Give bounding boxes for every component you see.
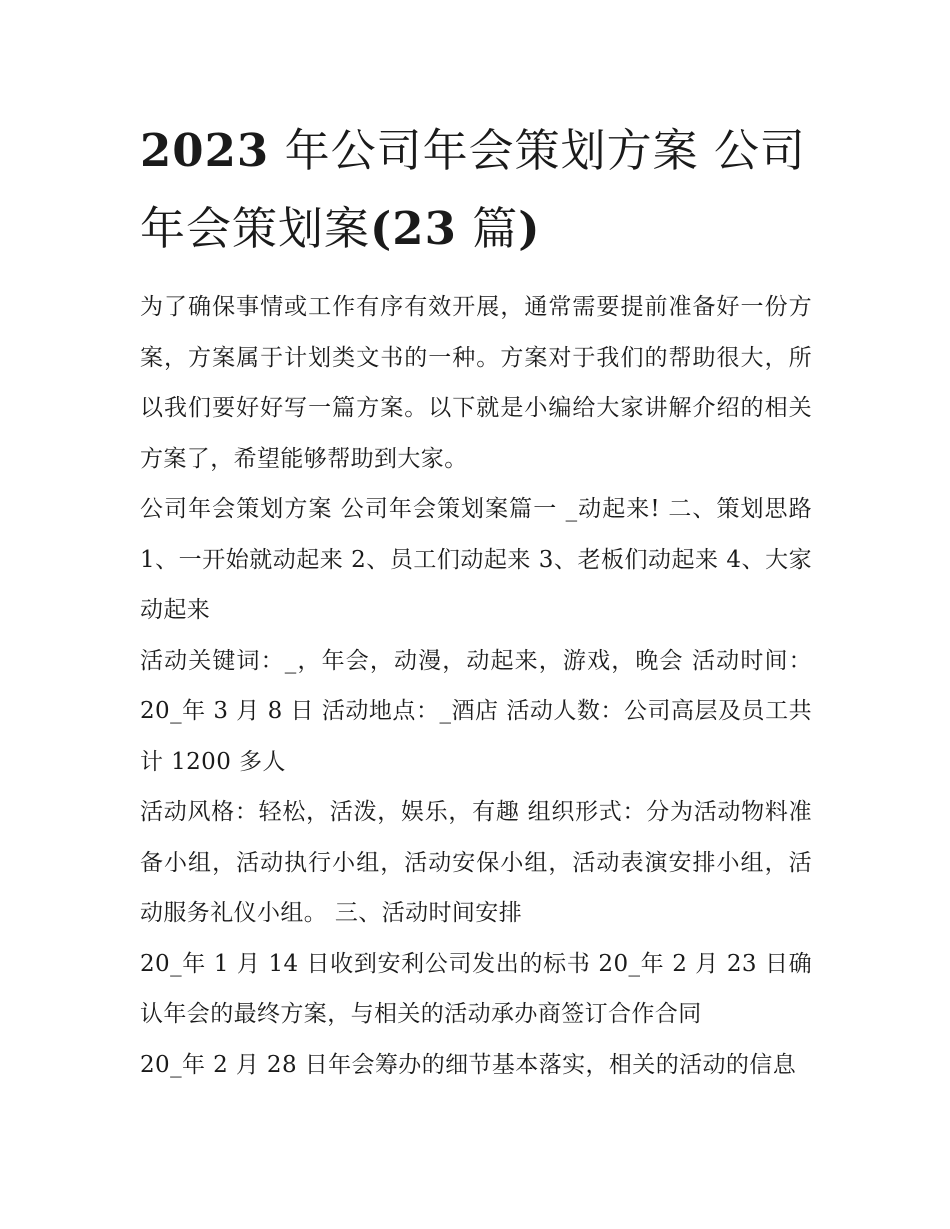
paragraph-schedule-1: 20_年 1 月 14 日收到安利公司发出的标书 20_年 2 月 23 日确认年会的最终方案，与相关的活动承办商签订合作合同 [140,950,812,1027]
document-page [140,112,812,1090]
paragraph-event-style: 活动风格：轻松，活泼，娱乐，有趣 组织形式：分为活动物料准备小组，活动执行小组，活动安保小组，活动表演安排小组，活动服务礼仪小组。 三、活动时间安排 [140,799,812,926]
title-main: 年公司年会策划方案 公司年会策划案 [140,124,806,255]
title-close: ) [518,202,541,255]
title-unit: 篇 [472,202,519,255]
title-year: 2023 [140,124,270,177]
paragraph-event-info: 活动关键词：_，年会，动漫，动起来，游戏，晚会 活动时间：20_年 3 月 8 日 活动地点：_酒店 活动人数：公司高层及员工共计 1200 多人 [140,647,812,775]
title-count: (23 [370,202,457,255]
paragraph-schedule-2: 20_年 2 月 28 日年会筹办的细节基本落实，相关的活动的信息 [140,1051,797,1078]
document-title [140,112,812,268]
paragraph-planning-ideas: 公司年会策划方案 公司年会策划案篇一 _动起来! 二、策划思路 1、一开始就动起来 2、员工们动起来 3、老板们动起来 4、大家动起来 [140,496,812,623]
document-body [140,282,812,1090]
paragraph-intro: 为了确保事情或工作有序有效开展，通常需要提前准备好一份方案，方案属于计划类文书的一种。方案对于我们的帮助很大，所以我们要好好写一篇方案。以下就是小编给大家讲解介绍的相关方案了，希望能够帮助到大家。 [140,294,812,472]
